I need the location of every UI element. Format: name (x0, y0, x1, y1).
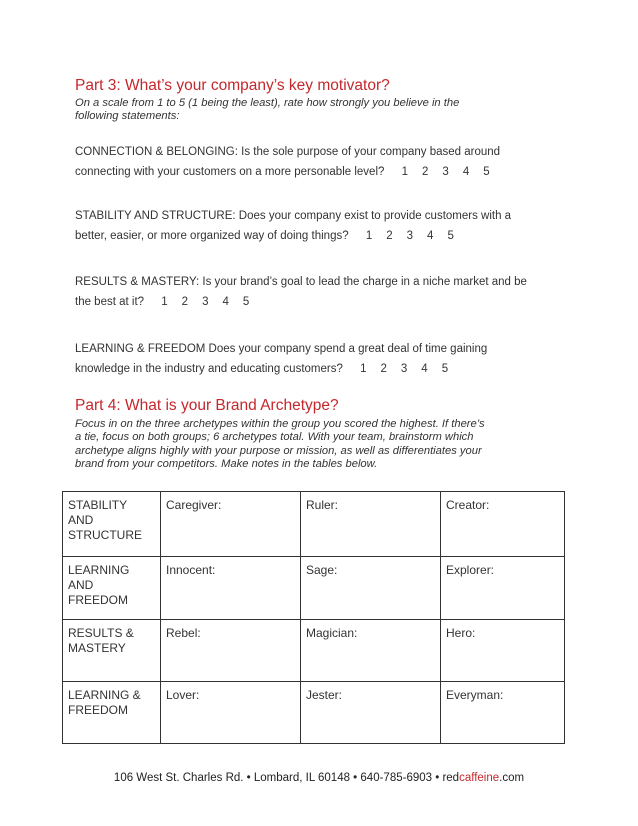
statement-connection (75, 142, 575, 182)
scale-option-5[interactable]: 5 (447, 230, 454, 242)
archetype-cell-caregiver[interactable] (161, 492, 301, 557)
scale-option-2[interactable]: 2 (380, 363, 387, 375)
scale-option-2[interactable]: 2 (181, 296, 189, 308)
statement-results (75, 272, 575, 312)
statement-learning (75, 339, 575, 379)
scale-option-5[interactable]: 5 (441, 363, 449, 375)
group-label-line: FREEDOM (68, 593, 128, 607)
part4-intro-line4: brand from your competitors. Make notes in the tables below. (75, 458, 378, 471)
archetype-cell-explorer[interactable] (441, 557, 565, 620)
scale-option-5[interactable]: 5 (483, 166, 490, 178)
group-label-learning-freedom (63, 557, 161, 620)
part4-intro-line3: archetype aligns highly with your purpose or mission, as well as differentiates your (75, 444, 482, 457)
archetype-cell-innocent[interactable] (161, 557, 301, 620)
group-label-line: STABILITY (68, 498, 128, 512)
footer-address: 106 West St. Charles Rd. • Lombard, IL 60148 • 640-785-6903 • red (113, 772, 460, 784)
footer-domain-suffix: .com (499, 772, 525, 784)
statement-line1: STABILITY AND STRUCTURE: Does your company exist to provide customers with a (75, 210, 512, 222)
scale-option-1[interactable]: 1 (365, 230, 373, 242)
part4-intro-line1: Focus in on the three archetypes within the group you scored the highest. If there’s (75, 418, 485, 430)
statement-line2: the best at it? (75, 296, 145, 308)
archetype-label: Explorer: (446, 563, 495, 577)
part3-intro-line2: following statements: (75, 110, 180, 123)
group-label-learning-freedom-2 (63, 682, 161, 744)
archetype-label: Magician: (306, 626, 358, 640)
part3-intro (75, 97, 565, 124)
scale-option-4[interactable]: 4 (421, 363, 428, 375)
archetype-label: Ruler: (306, 498, 339, 512)
table-row (63, 557, 565, 620)
archetype-cell-everyman[interactable] (441, 682, 565, 744)
archetype-label: Everyman: (446, 688, 504, 702)
scale-option-4[interactable]: 4 (222, 296, 229, 308)
footer-contact (0, 772, 638, 784)
statement-stability (75, 206, 575, 246)
group-label-stability-structure (63, 492, 161, 557)
archetype-label: Jester: (306, 688, 343, 702)
archetype-cell-hero[interactable] (441, 620, 565, 682)
archetype-cell-sage[interactable] (301, 557, 441, 620)
scale-option-3[interactable]: 3 (202, 296, 209, 308)
archetype-label: Caregiver: (166, 498, 222, 512)
archetype-label: Innocent: (166, 563, 216, 577)
scale-option-1[interactable]: 1 (360, 363, 367, 375)
scale-option-3[interactable]: 3 (442, 166, 449, 178)
statement-line2: better, easier, or more organized way of doing things? (75, 230, 349, 242)
scale-option-3[interactable]: 3 (406, 230, 414, 242)
table-row (63, 620, 565, 682)
scale-option-4[interactable]: 4 (462, 166, 470, 178)
archetype-label: Rebel: (166, 626, 201, 640)
scale-option-5[interactable]: 5 (242, 296, 250, 308)
part3-heading: Part 3: What’s your company’s key motivator? (75, 77, 390, 94)
scale-option-2[interactable]: 2 (386, 230, 393, 242)
table-row (63, 682, 565, 744)
statement-line2: connecting with your customers on a more personable level? (75, 166, 385, 178)
scale-option-2[interactable]: 2 (422, 166, 429, 178)
archetype-table (62, 491, 565, 744)
statement-line1: LEARNING & FREEDOM Does your company spend a great deal of time gaining (75, 343, 488, 355)
group-label-line: AND (68, 578, 94, 592)
statement-line1: CONNECTION & BELONGING: Is the sole purpose of your company based around (75, 146, 501, 158)
scale-option-1[interactable]: 1 (161, 296, 168, 308)
scale-option-4[interactable]: 4 (427, 230, 434, 242)
group-label-line: AND (68, 513, 94, 527)
group-label-line: RESULTS & (68, 626, 134, 640)
group-label-line: MASTERY (68, 641, 126, 655)
group-label-line: STRUCTURE (68, 528, 142, 542)
archetype-cell-creator[interactable] (441, 492, 565, 557)
group-label-line: LEARNING (68, 563, 130, 577)
archetype-cell-magician[interactable] (301, 620, 441, 682)
group-label-results-mastery (63, 620, 161, 682)
part3-intro-line1: On a scale from 1 to 5 (1 being the least), rate how strongly you believe in the (75, 97, 460, 109)
group-label-line: FREEDOM (68, 703, 128, 717)
archetype-cell-lover[interactable] (161, 682, 301, 744)
group-label-line: LEARNING & (68, 688, 141, 702)
statement-line1: RESULTS & MASTERY: Is your brand’s goal to lead the charge in a niche market and be (75, 276, 527, 288)
statement-line2: knowledge in the industry and educating customers? (75, 363, 343, 375)
table-row (63, 492, 565, 557)
archetype-label: Hero: (446, 626, 476, 640)
archetype-label: Sage: (306, 563, 338, 577)
archetype-label: Creator: (446, 498, 490, 512)
part4-heading: Part 4: What is your Brand Archetype? (75, 397, 339, 414)
part4-intro-line2: a tie, focus on both groups; 6 archetypes total. With your team, brainstorm which (75, 431, 474, 444)
scale-option-1[interactable]: 1 (401, 166, 408, 178)
part4-intro (75, 418, 565, 472)
archetype-cell-rebel[interactable] (161, 620, 301, 682)
footer-brand-red: caffeine (459, 772, 500, 784)
archetype-cell-jester[interactable] (301, 682, 441, 744)
scale-option-3[interactable]: 3 (400, 363, 408, 375)
archetype-label: Lover: (166, 688, 200, 702)
archetype-cell-ruler[interactable] (301, 492, 441, 557)
